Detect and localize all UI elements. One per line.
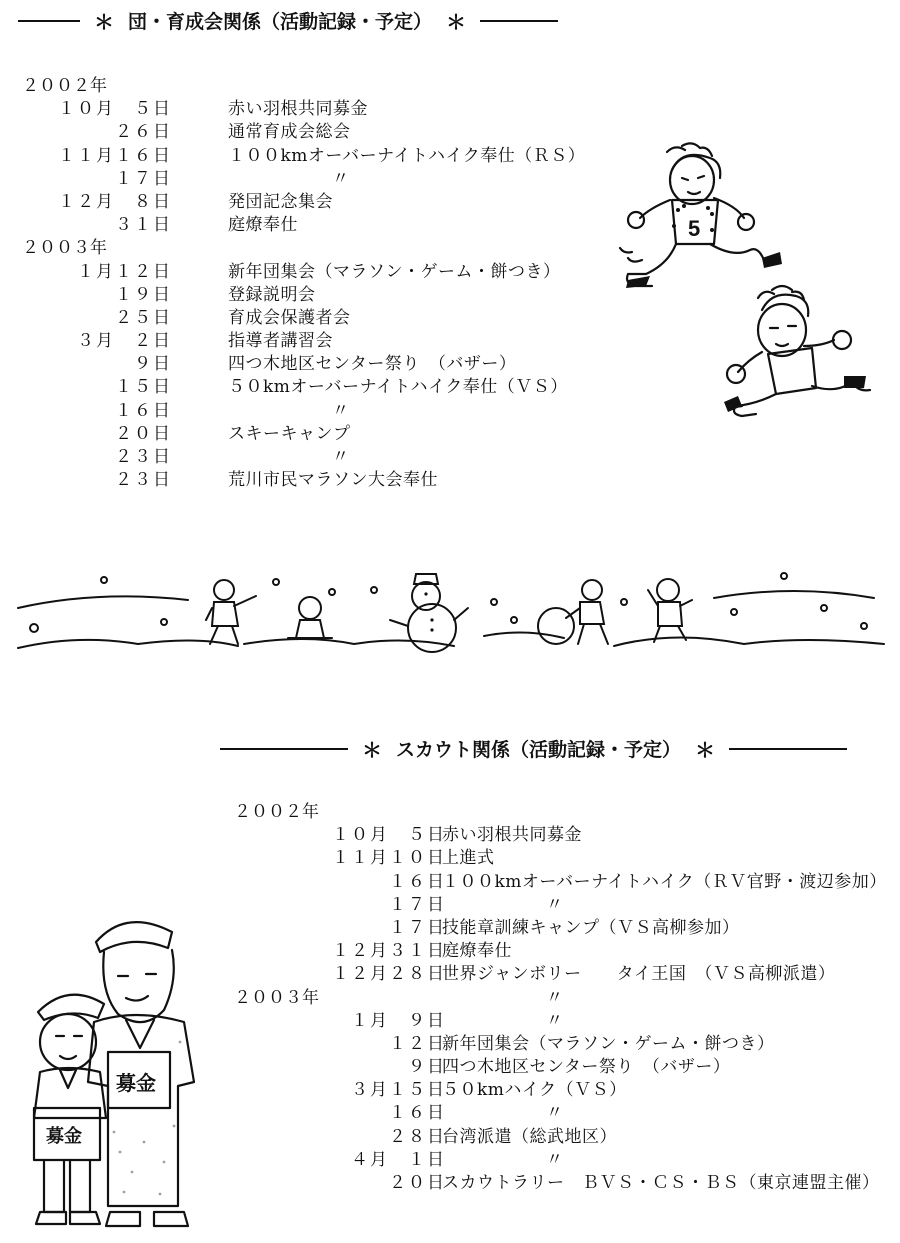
entry-date: １９日 xyxy=(115,284,172,305)
schedule-row xyxy=(234,1126,894,1149)
schedule-row xyxy=(234,917,894,940)
entry-event: 新年団集会（マラソン・ゲーム・餅つき） xyxy=(228,261,561,282)
snow-scene-illustration xyxy=(14,568,890,678)
schedule-row xyxy=(22,307,622,330)
schedule-row xyxy=(234,871,894,894)
ditto-mark: 〃 xyxy=(332,168,350,189)
year-row xyxy=(234,801,894,824)
entry-event: 庭燎奉仕 xyxy=(228,215,298,236)
entry-event: 技能章訓練キャンプ（ＶＳ高柳参加） xyxy=(442,917,740,938)
entry-date: １２日 xyxy=(389,1033,446,1054)
schedule-row xyxy=(22,446,622,469)
schedule-row xyxy=(22,121,622,144)
schedule-row xyxy=(22,261,622,284)
schedule-row xyxy=(22,191,622,214)
title-rule-right xyxy=(729,748,847,750)
section-title-group xyxy=(18,6,558,35)
year-row xyxy=(22,237,622,260)
schedule-row xyxy=(234,963,894,986)
entry-date: １７日 xyxy=(389,917,446,938)
entry-event: スカウトラリー ＢＶＳ・ＣＳ・ＢＳ（東京連盟主催） xyxy=(442,1173,880,1193)
entry-date: １２月 ８日 xyxy=(58,191,172,212)
schedule-row xyxy=(234,1010,894,1033)
entry-date: ３月 ２日 xyxy=(77,331,172,352)
ditto-mark: 〃 xyxy=(546,1010,564,1031)
entry-date: １１月１０日 xyxy=(332,848,446,869)
entry-event: 通常育成会総会 xyxy=(228,122,351,143)
entry-date: ３月１５日 xyxy=(351,1080,446,1101)
section-title-text: 団・育成会関係（活動記録・予定） xyxy=(128,11,433,33)
schedule-row xyxy=(22,214,622,237)
entry-date: ３１日 xyxy=(115,215,172,236)
title-rule-left xyxy=(18,20,80,22)
schedule-row xyxy=(234,940,894,963)
entry-date: １０月 ５日 xyxy=(332,825,446,846)
entry-event: 荒川市民マラソン大会奉仕 xyxy=(228,470,438,491)
entry-date: １７日 xyxy=(115,168,172,189)
donation-box-label-child: 募金 xyxy=(46,1126,82,1147)
entry-date: ２０日 xyxy=(389,1173,446,1193)
entry-event: 新年団集会（マラソン・ゲーム・餅つき） xyxy=(442,1033,775,1054)
entry-date: ２３日 xyxy=(115,470,172,491)
title-star-left: ＊ xyxy=(362,738,382,762)
year-row xyxy=(22,75,622,98)
entry-event: 四つ木地区センター祭り （バザー） xyxy=(228,354,517,375)
schedule-group xyxy=(22,75,622,492)
entry-event: 上進式 xyxy=(442,848,495,869)
year-label: ２００３年 xyxy=(22,238,107,259)
title-star-right: ＊ xyxy=(446,10,467,34)
entry-date: ２３日 xyxy=(115,447,172,467)
entry-event: ５０kmハイク（ＶＳ） xyxy=(442,1080,627,1101)
entry-date: ４月 １日 xyxy=(351,1149,446,1170)
ditto-mark: 〃 xyxy=(546,1103,564,1124)
entry-event: １００kmオーバーナイトハイク奉仕（ＲＳ） xyxy=(228,145,586,166)
entry-date: １５日 xyxy=(115,377,172,398)
entry-event: 発団記念集会 xyxy=(228,191,333,212)
schedule-row xyxy=(234,1033,894,1056)
schedule-row xyxy=(22,400,622,423)
entry-event: 庭燎奉仕 xyxy=(442,941,512,962)
year-label: ２００２年 xyxy=(234,802,319,822)
runners-illustration xyxy=(612,140,900,450)
entry-date: １２月２８日 xyxy=(332,964,446,985)
schedule-row xyxy=(234,1079,894,1102)
entry-date: １６日 xyxy=(389,1103,446,1124)
year-label: ２００３年 xyxy=(234,987,319,1008)
section-title-scout xyxy=(220,734,847,763)
title-star-left: ＊ xyxy=(94,10,114,34)
entry-event: 世界ジャンボリー タイ王国 （ＶＳ高柳派遣） xyxy=(442,964,836,985)
ditto-mark: 〃 xyxy=(546,894,564,915)
entry-event: 台湾派遣（総武地区） xyxy=(442,1126,617,1147)
schedule-row xyxy=(234,824,894,847)
entry-event: 赤い羽根共同募金 xyxy=(442,825,582,846)
entry-event: 指導者講習会 xyxy=(228,331,333,352)
entry-date: １２月３１日 xyxy=(332,941,446,962)
entry-date: １月 ９日 xyxy=(351,1010,446,1031)
schedule-row xyxy=(22,423,622,446)
schedule-row xyxy=(234,847,894,870)
schedule-row xyxy=(234,1172,894,1195)
donation-box-label-adult: 募金 xyxy=(116,1071,156,1095)
runner-bib-number: 5 xyxy=(688,216,701,241)
entry-date: １１月１６日 xyxy=(58,145,172,166)
entry-event: 赤い羽根共同募金 xyxy=(228,99,368,120)
schedule-scout xyxy=(234,801,894,1195)
ditto-mark: 〃 xyxy=(332,447,350,467)
ditto-mark: 〃 xyxy=(332,400,350,421)
schedule-row xyxy=(234,1056,894,1079)
schedule-row xyxy=(22,353,622,376)
entry-date: ２８日 xyxy=(389,1126,446,1147)
entry-event: 育成会保護者会 xyxy=(228,307,351,328)
schedule-row xyxy=(22,168,622,191)
scouts-donation-illustration xyxy=(14,912,214,1238)
schedule-row xyxy=(234,1149,894,1172)
entry-event: １００kmオーバーナイトハイク（ＲＶ官野・渡辺参加） xyxy=(442,871,887,892)
entry-date: １６日 xyxy=(389,871,446,892)
entry-event: 四つ木地区センター祭り （バザー） xyxy=(442,1057,731,1078)
entry-event: スキーキャンプ xyxy=(228,423,351,444)
schedule-row xyxy=(22,284,622,307)
entry-date: １０月 ５日 xyxy=(58,99,172,120)
entry-date: ９日 xyxy=(134,354,172,375)
entry-event: 登録説明会 xyxy=(228,284,316,305)
entry-date: ２０日 xyxy=(115,423,172,444)
ditto-mark: 〃 xyxy=(546,1149,564,1170)
entry-date: １６日 xyxy=(115,400,172,421)
entry-date: ２６日 xyxy=(115,122,172,143)
title-rule-left xyxy=(220,748,348,750)
schedule-row xyxy=(22,145,622,168)
title-rule-right xyxy=(480,20,558,22)
entry-event: ５０kmオーバーナイトハイク奉仕（ＶＳ） xyxy=(228,377,568,398)
entry-date: １７日 xyxy=(389,894,446,915)
ditto-mark: 〃 xyxy=(546,987,564,1008)
schedule-row xyxy=(234,894,894,917)
section-title-text: スカウト関係（活動記録・予定） xyxy=(396,739,682,761)
entry-date: ９日 xyxy=(408,1057,446,1078)
title-star-right: ＊ xyxy=(695,738,716,762)
schedule-row xyxy=(22,376,622,399)
year-row xyxy=(234,987,894,1010)
schedule-row xyxy=(22,330,622,353)
schedule-row xyxy=(234,1102,894,1125)
entry-date: ２５日 xyxy=(115,307,172,328)
year-label: ２００２年 xyxy=(22,76,107,96)
schedule-row xyxy=(22,98,622,121)
entry-date: １月１２日 xyxy=(77,261,172,282)
schedule-row xyxy=(22,469,622,492)
